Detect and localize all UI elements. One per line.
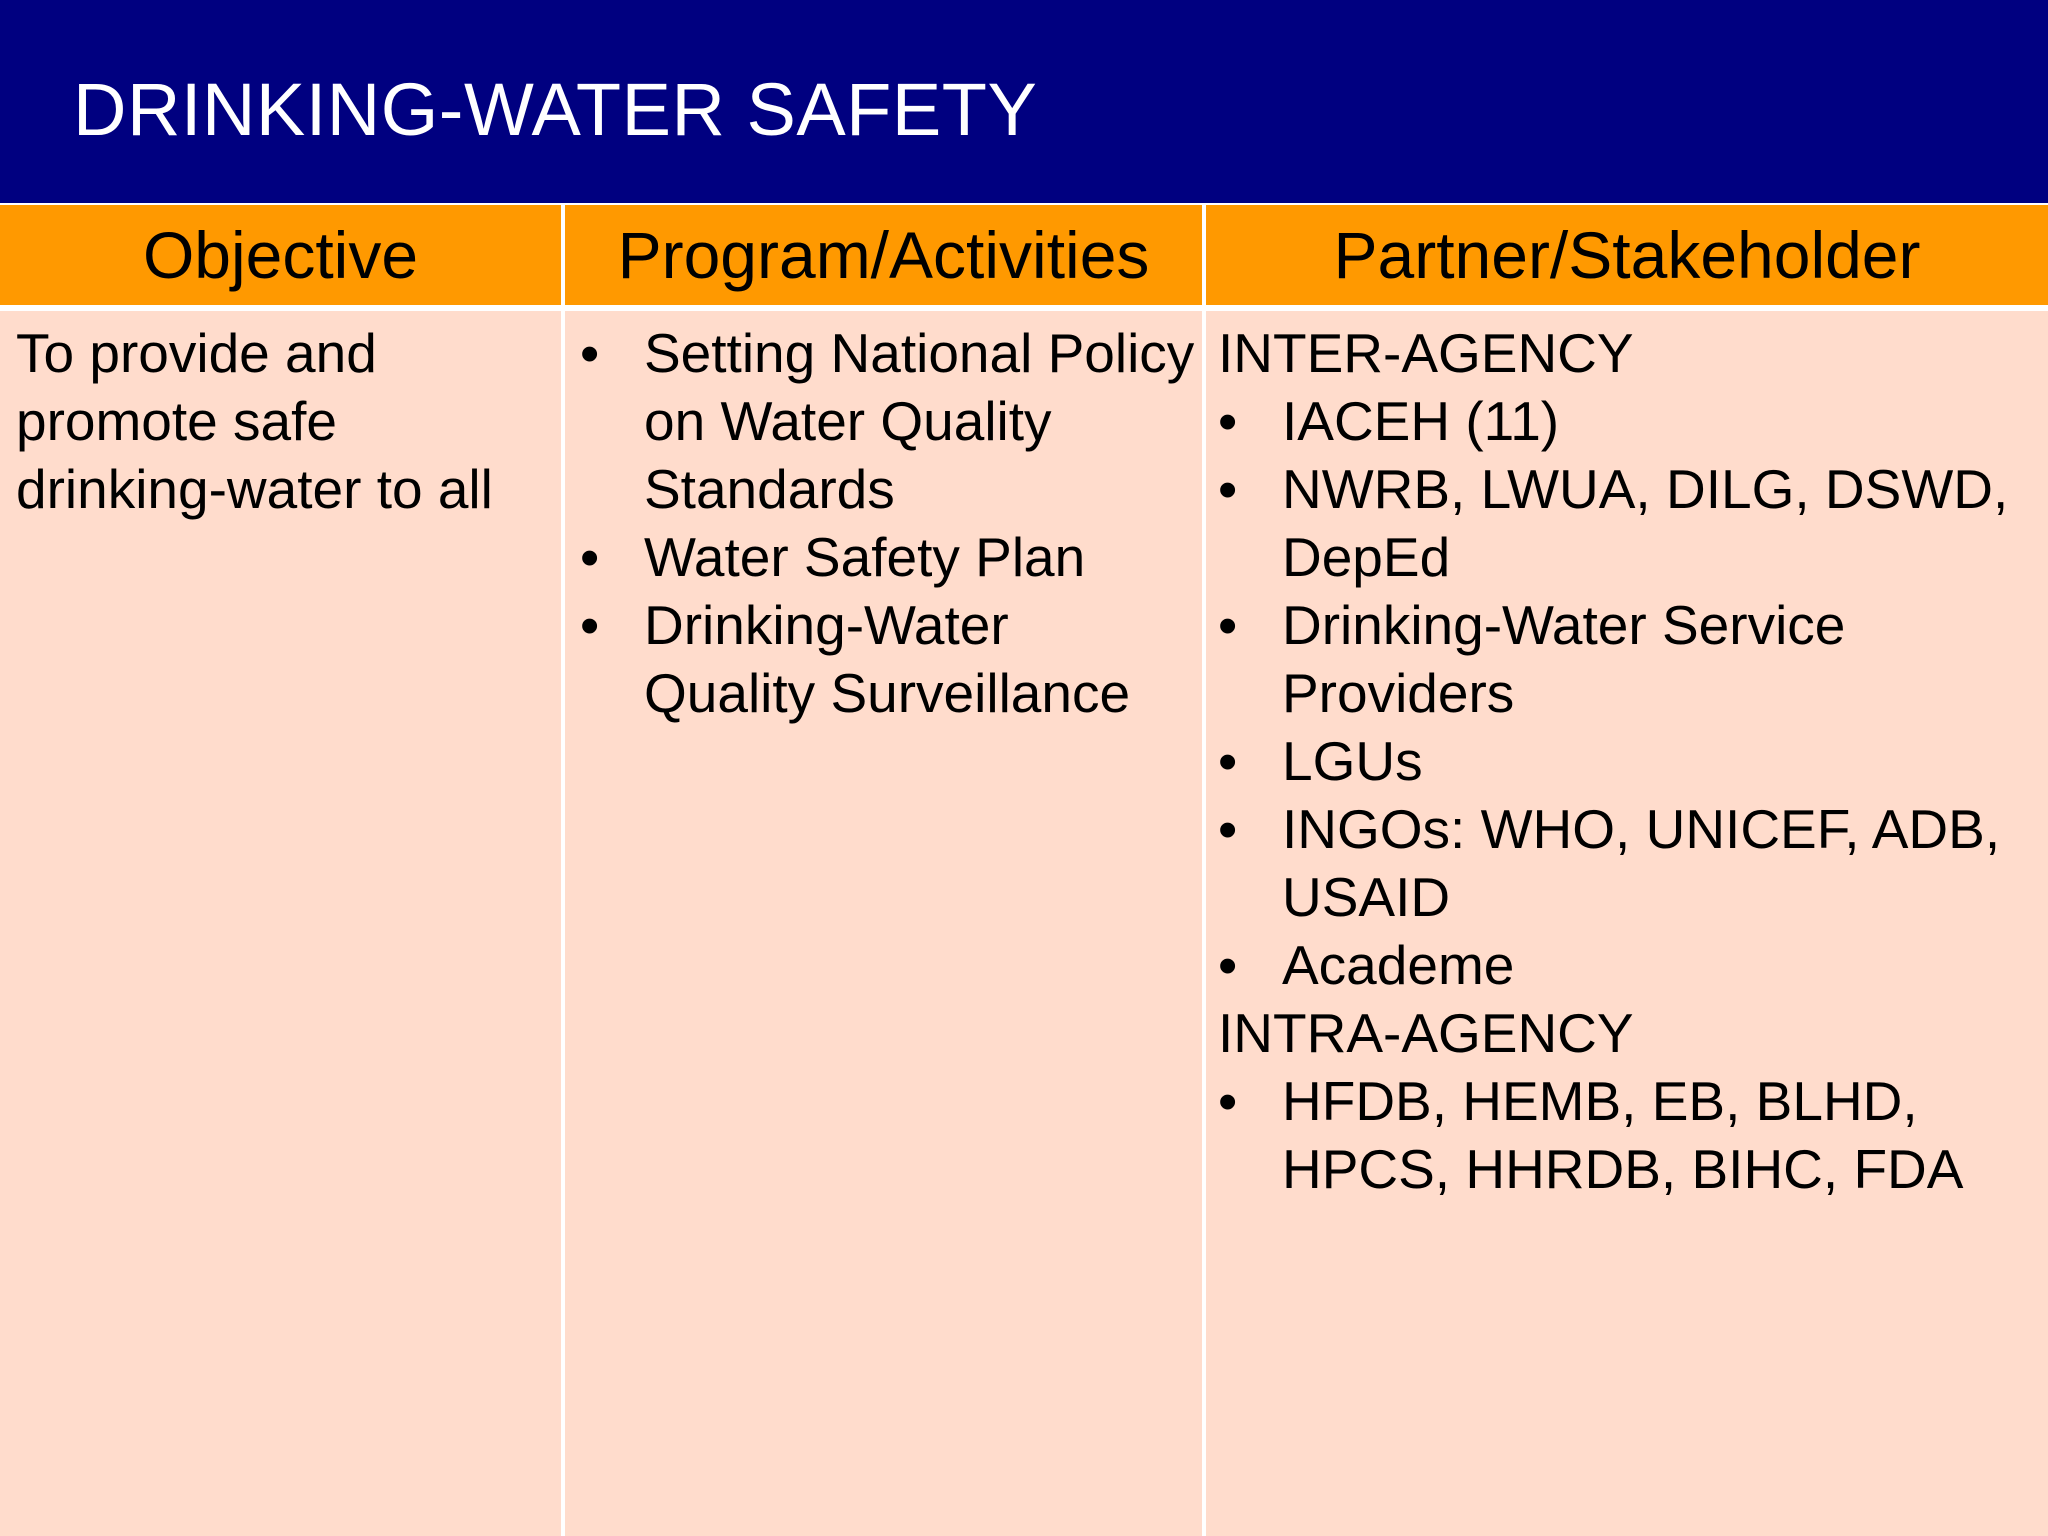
partner-item-text: LGUs [1282, 730, 1423, 792]
objective-cell [0, 311, 561, 1536]
program-list [580, 319, 1195, 727]
list-item [1218, 591, 2043, 727]
list-item [580, 591, 1195, 727]
bullet: • [1218, 390, 1238, 452]
slide-title: DRINKING-WATER SAFETY [73, 68, 1038, 151]
partner-item-text: Drinking-Water Service Providers [1282, 594, 1846, 724]
partner-item-text: INGOs: WHO, UNICEF, ADB, USAID [1282, 798, 2001, 928]
intra-agency-label: INTRA-AGENCY [1218, 1002, 1634, 1064]
program-item-text: Drinking-Water Quality Surveillance [644, 594, 1131, 724]
title-bar [0, 0, 2048, 203]
bullet: • [580, 526, 600, 588]
partner-block [1218, 319, 2043, 1203]
list-item [580, 319, 1195, 523]
bullet: • [580, 322, 600, 384]
partner-item-text: HFDB, HEMB, EB, BLHD, HPCS, HHRDB, BIHC, FDA [1282, 1070, 1964, 1200]
bullet: • [580, 594, 600, 656]
list-item [1218, 455, 2043, 591]
list-item [1218, 1067, 2043, 1203]
list-item [580, 523, 1195, 591]
program-cell [565, 311, 1202, 1536]
header-partner: Partner/Stakeholder [1206, 205, 2048, 305]
content-table [0, 203, 2048, 1536]
bullet: • [1218, 730, 1238, 792]
list-item [1218, 387, 2043, 455]
partner-cell [1206, 311, 2048, 1536]
partner-item-text: Academe [1282, 934, 1515, 996]
program-item-text: Water Safety Plan [644, 526, 1086, 588]
header-objective: Objective [0, 205, 561, 305]
partner-item-text: NWRB, LWUA, DILG, DSWD, DepEd [1282, 458, 2009, 588]
intra-agency-list [1218, 1067, 2043, 1203]
list-item [1218, 931, 2043, 999]
partner-item-text: IACEH (11) [1282, 390, 1560, 452]
list-item [1218, 727, 2043, 795]
bullet: • [1218, 594, 1238, 656]
list-item [1218, 795, 2043, 931]
bullet: • [1218, 1070, 1238, 1132]
bullet: • [1218, 458, 1238, 520]
header-program: Program/Activities [565, 205, 1202, 305]
bullet: • [1218, 798, 1238, 860]
bullet: • [1218, 934, 1238, 996]
objective-text: To provide and promote safe drinking-water to all [16, 322, 493, 520]
inter-agency-list [1218, 387, 2043, 999]
program-item-text: Setting National Policy on Water Quality Standards [644, 322, 1195, 520]
inter-agency-label: INTER-AGENCY [1218, 322, 1634, 384]
